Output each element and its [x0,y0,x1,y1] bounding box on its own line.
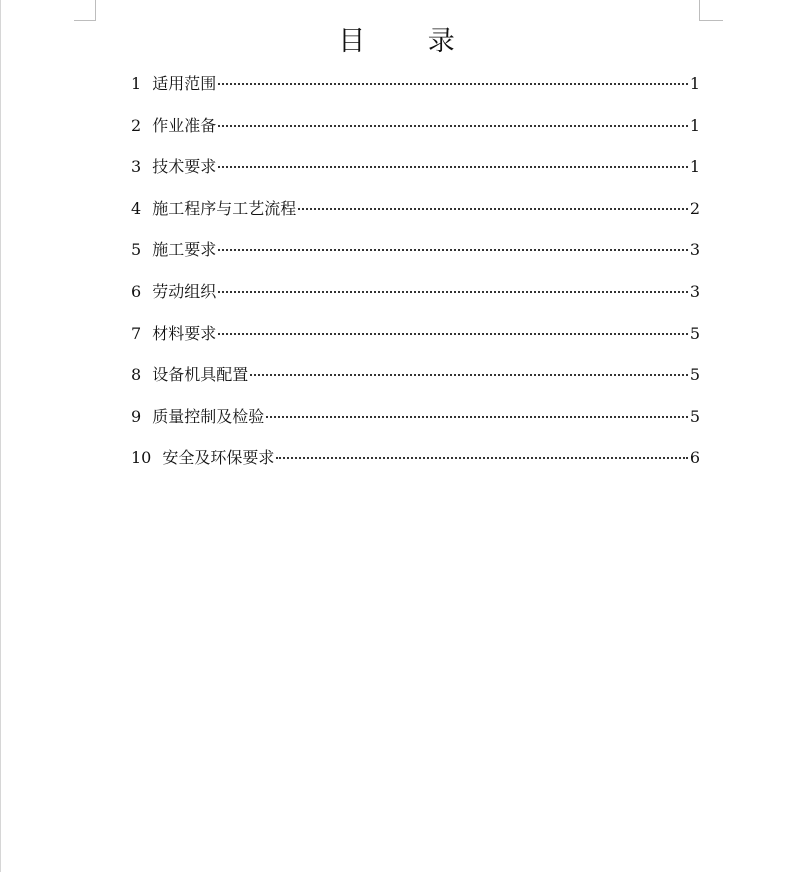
toc-entry-title: 质量控制及检验 [152,406,265,426]
top-left-crop-mark [74,0,96,21]
toc-entry-title: 施工要求 [152,240,217,260]
toc-entry-number: 7 [131,323,142,343]
toc-entry-page: 5 [689,323,700,343]
toc-entry-title: 设备机具配置 [152,365,249,385]
toc-dot-leader [218,83,688,85]
toc-entry-page: 2 [689,198,700,218]
toc-entry-title: 作业准备 [152,115,217,135]
toc-entry[interactable] [131,322,700,364]
toc-entry-page: 5 [689,406,700,426]
toc-entry-page: 3 [689,240,700,260]
toc-entry-page: 1 [689,74,700,93]
toc-entry-number: 8 [131,365,142,385]
table-of-contents [131,72,700,488]
toc-entry-number: 6 [131,281,142,301]
toc-dot-leader [266,416,688,418]
toc-dot-leader [298,208,688,210]
toc-entry-page: 6 [689,448,700,468]
toc-entry-title: 劳动组织 [152,281,217,301]
toc-entry-number: 5 [131,240,142,260]
toc-entry-page: 1 [689,115,700,135]
toc-dot-leader [250,374,688,376]
toc-entry-page: 5 [689,365,700,385]
toc-dot-leader [218,291,688,293]
toc-entry[interactable] [131,72,700,114]
toc-dot-leader [276,457,687,459]
toc-entry-number: 9 [131,406,142,426]
page-left-edge [0,0,1,872]
toc-entry-number: 1 [131,74,142,93]
toc-entry-number: 4 [131,198,142,218]
toc-title: 目 录 [338,26,482,57]
toc-entry-number: 10 [131,448,152,468]
toc-entry-number: 2 [131,115,142,135]
toc-entry[interactable] [131,363,700,405]
toc-entry-title: 材料要求 [152,323,217,343]
toc-entry[interactable] [131,197,700,239]
toc-entry[interactable] [131,238,700,280]
toc-entry-title: 安全及环保要求 [162,448,275,468]
toc-entry[interactable] [131,405,700,447]
toc-entry[interactable] [131,446,700,488]
toc-entry[interactable] [131,280,700,322]
toc-entry-title: 适用范围 [152,74,217,93]
toc-dot-leader [218,333,688,335]
toc-entry-page: 1 [689,157,700,177]
toc-dot-leader [218,166,688,168]
toc-entry[interactable] [131,155,700,197]
toc-entry-page: 3 [689,281,700,301]
toc-entry-title: 技术要求 [152,157,217,177]
toc-dot-leader [218,249,688,251]
top-right-crop-mark [699,0,723,21]
toc-entry[interactable] [131,114,700,156]
toc-dot-leader [218,125,688,127]
toc-entry-title: 施工程序与工艺流程 [152,198,297,218]
toc-entry-number: 3 [131,157,142,177]
